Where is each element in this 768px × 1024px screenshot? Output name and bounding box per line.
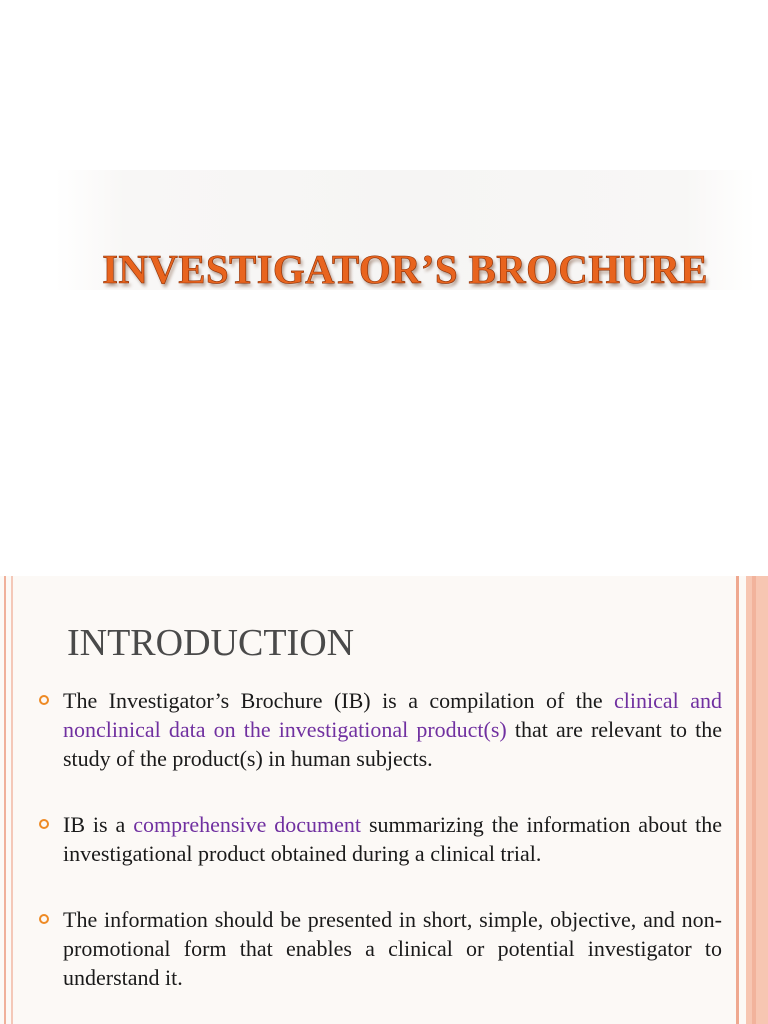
bullet-text: IB is a bbox=[63, 812, 134, 837]
circle-bullet-icon bbox=[39, 695, 49, 705]
bullet-text: summarizing the information about the investigational product obtained during a clinical trial. bbox=[63, 812, 722, 866]
highlighted-text: clinical and nonclinical data on the investigational product(s) bbox=[63, 688, 723, 742]
bullet-text: The Investigator’s Brochure (IB) is a compilation of the bbox=[63, 688, 615, 713]
left-border-line bbox=[4, 576, 6, 1024]
left-border-line-inner bbox=[11, 576, 13, 1024]
highlighted-text: comprehensive document bbox=[133, 812, 362, 837]
bullet-text: that are relevant to the study of the product(s) in human subjects. bbox=[63, 717, 722, 771]
circle-bullet-icon bbox=[39, 914, 49, 924]
section-heading: INTRODUCTION bbox=[67, 622, 355, 664]
right-border-band bbox=[746, 576, 768, 1024]
slide-title: INVESTIGATOR’S BROCHURE bbox=[102, 246, 708, 293]
circle-bullet-icon bbox=[39, 819, 49, 829]
right-border-line bbox=[736, 576, 739, 1024]
introduction-slide bbox=[0, 576, 768, 1024]
bullet-item bbox=[38, 810, 722, 868]
bullet-list bbox=[38, 686, 722, 1024]
bullet-item bbox=[38, 686, 722, 773]
bullet-text: The information should be presented in short, simple, objective, and non-promotional form that enables a clinical or potential investigator to understand it. bbox=[63, 907, 722, 990]
right-border-stripe bbox=[752, 576, 756, 1024]
bullet-item bbox=[38, 905, 722, 992]
